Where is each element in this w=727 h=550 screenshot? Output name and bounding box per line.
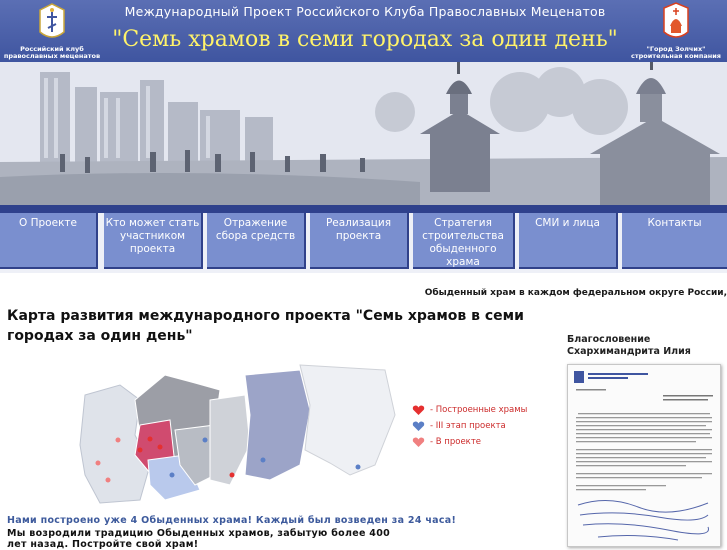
heart-pink-icon (412, 436, 425, 448)
stage-three-marker[interactable] (203, 438, 208, 443)
built-church-marker[interactable] (138, 448, 143, 453)
planned-marker[interactable] (116, 438, 121, 443)
church-dome-emblem-icon (661, 2, 691, 42)
legend-stage-three (412, 418, 527, 434)
stage-three-marker[interactable] (170, 473, 175, 478)
nav-participants[interactable]: Кто может стать участником проекта (104, 213, 203, 269)
heart-red-icon (412, 404, 425, 416)
stage-three-marker[interactable] (261, 458, 266, 463)
site-header (0, 0, 727, 63)
map-siberia-region (245, 370, 310, 480)
planned-marker[interactable] (96, 461, 101, 466)
nav-implementation[interactable]: Реализация проекта (310, 213, 409, 269)
planned-marker[interactable] (106, 478, 111, 483)
legend-planned-label: - В проекте (430, 437, 481, 447)
news-ticker: Обыденный храм в каждом федеральном округе России, (424, 288, 727, 298)
main-navigation (0, 213, 727, 273)
stage-three-marker[interactable] (356, 465, 361, 470)
hero-banner-image (0, 62, 727, 206)
club-logo-caption: Российский клуб православных меценатов (3, 45, 101, 60)
legend-built-label: - Построенные храмы (430, 405, 528, 415)
company-logo[interactable] (624, 2, 727, 60)
built-church-marker[interactable] (230, 473, 235, 478)
heart-blue-icon (412, 420, 425, 432)
achievement-text: Нами построено уже 4 Обыденных храма! Каждый был возведен за 24 часа! (7, 515, 457, 526)
project-title: Международный Проект Российского Клуба Православных Меценатов (124, 4, 606, 19)
map-ural-region (210, 395, 250, 485)
company-logo-caption: "Город Золчих" строительная компания (631, 45, 721, 60)
legend-built (412, 402, 527, 418)
nav-contacts[interactable]: Контакты (622, 213, 727, 269)
built-church-marker[interactable] (158, 445, 163, 450)
map-far-east-region (300, 365, 395, 475)
page-title: Карта развития международного проекта "Семь храмов в семи городах за один день" (7, 308, 524, 344)
handwritten-signature (578, 500, 709, 540)
church-emblem-icon (37, 2, 67, 42)
legend-stage-three-label: - III этап проекта (430, 421, 506, 431)
map-legend (412, 402, 527, 450)
project-slogan: "Семь храмов в семи городах за один день" (112, 27, 618, 52)
nav-fundraising[interactable]: Отражение сбора средств (207, 213, 306, 269)
blessing-letter-image[interactable] (567, 364, 721, 547)
legend-planned (412, 434, 527, 450)
nav-media[interactable]: СМИ и лица (519, 213, 618, 269)
letter-logo-icon (574, 371, 584, 383)
nav-strategy[interactable]: Стратегия строительства обыденного храма (413, 213, 515, 269)
club-logo[interactable] (0, 2, 104, 60)
nav-about[interactable]: О Проекте (0, 213, 98, 269)
tradition-text: Мы возродили традицию Обыденных храмов, забытую более 400 лет назад. Постройте свой храм! (7, 528, 391, 550)
project-map (0, 355, 400, 505)
header-divider (0, 205, 727, 213)
built-church-marker[interactable] (148, 437, 153, 442)
blessing-heading: Благословение Схархимандрита Илия (567, 334, 691, 357)
